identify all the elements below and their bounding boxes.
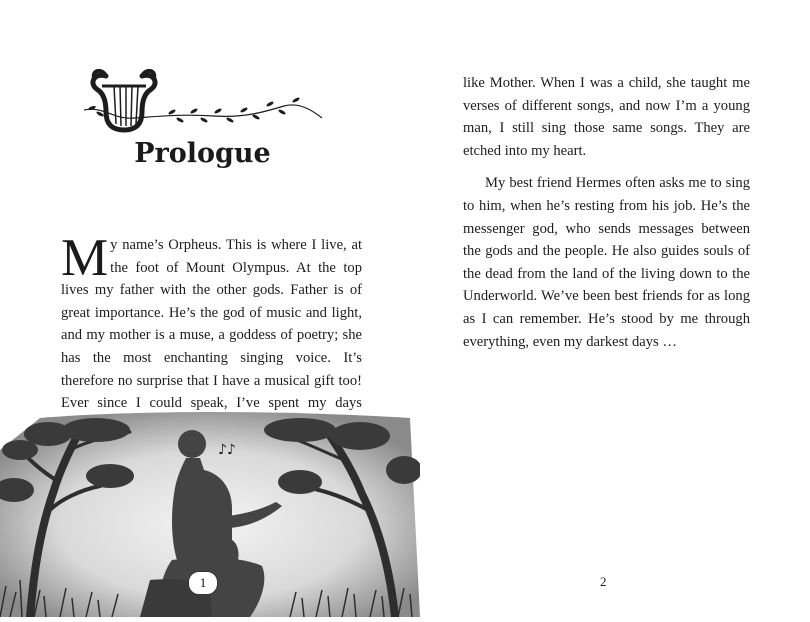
paragraph-continued: like Mother. When I was a child, she taught me verses of different songs, and now I’m a young man, I still sing those same songs. They are etched into my heart.	[463, 75, 750, 159]
chapter-title: Prologue	[134, 138, 271, 169]
paragraph-hermes: My best friend Hermes often asks me to sing to him, when he’s resting from his job. He’s the messenger god, who sends messages between the gods and the people. He also guides souls of the dead from the land of the living down to the Underworld. We’ve been best friends for as long as I can remember. He’s stood by me through everything, even my darkest days …	[463, 175, 750, 350]
left-body-text	[61, 229, 362, 437]
drop-cap: M	[61, 229, 109, 287]
lyre-ornament	[84, 62, 324, 142]
page-number-left: 1	[188, 571, 218, 595]
music-notes-icon: ♪♪	[218, 442, 236, 458]
lyre-icon	[84, 62, 324, 142]
left-page	[0, 0, 405, 617]
right-body-text	[463, 72, 750, 353]
page-number-right: 2	[600, 574, 607, 589]
first-paragraph: y name’s Orpheus. This is where I live, at the foot of Mount Olympus. At the top lives my father with the other gods. Father is of great importance. He’s the god of music and light, and my mother is a muse, a goddess of poetry; she has the most enchanting singing voice. It’s therefore no surprise that I have a musical gift too! Ever since I could speak, I’ve spent my days	[61, 237, 362, 412]
